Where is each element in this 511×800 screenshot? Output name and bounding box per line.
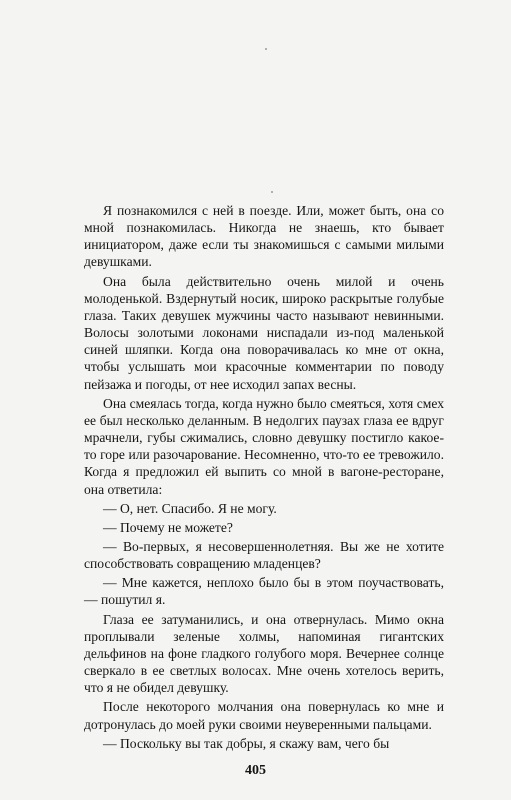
page-number: 405 xyxy=(245,763,266,778)
dialogue-line: — Мне кажется, неплохо было бы в этом поучаствовать, — пошутил я. xyxy=(84,575,444,608)
paragraph: После некоторого молчания она повернулась ко мне и дотронулась до моей руки своими неуверенными пальцами. xyxy=(84,699,444,732)
dialogue-line: — О, нет. Спасибо. Я не могу. xyxy=(103,500,277,516)
paragraph: Я познакомился с ней в поезде. Или, может быть, она со мной познакомилась. Никогда не знаешь, кто бывает инициатором, даже если ты знакомишься с самыми милыми девушками. xyxy=(84,203,444,270)
paragraph: Глаза ее затуманились, и она отвернулась. Мимо окна проплывали зеленые холмы, напоминая гигантских дельфинов на фоне гладкого голубого моря. Вечернее солнце сверкало в ее светлых волосах. Мне очень хотелось верить, что я не обидел девушку. xyxy=(84,611,444,696)
print-speck xyxy=(271,191,273,193)
dialogue-line: — Поскольку вы так добры, я скажу вам, чего бы xyxy=(103,735,390,751)
dialogue-line: — Во-первых, я несовершеннолетняя. Вы же не хотите способствовать совращению младенцев? xyxy=(84,538,444,572)
body-text xyxy=(84,202,444,752)
dialogue-line: — Почему не можете? xyxy=(103,519,233,535)
paragraph: Она была действительно очень милой и очень молоденькой. Вздернутый носик, широко раскрытые голубые глаза. Таких девушек мужчины часто называют невинными. Волосы золотыми локонами ниспадали из-под маленькой синей шляпки. Когда она поворачивалась ко мне от окна, чтобы услышать мои красочные комментарии по поводу пейзажа и погоды, от нее исходил запах весны. xyxy=(84,273,444,392)
paragraph: Она смеялась тогда, когда нужно было смеяться, хотя смех ее был несколько деланным. В недолгих паузах глаза ее вдруг мрачнели, губы сжимались, словно девушку постигло какое-то горе или разочарование. Несомненно, что-то ее тревожило. Когда я предложил ей выпить со мной в вагоне-ресторане, она ответила: xyxy=(84,395,444,497)
print-speck xyxy=(265,48,267,50)
